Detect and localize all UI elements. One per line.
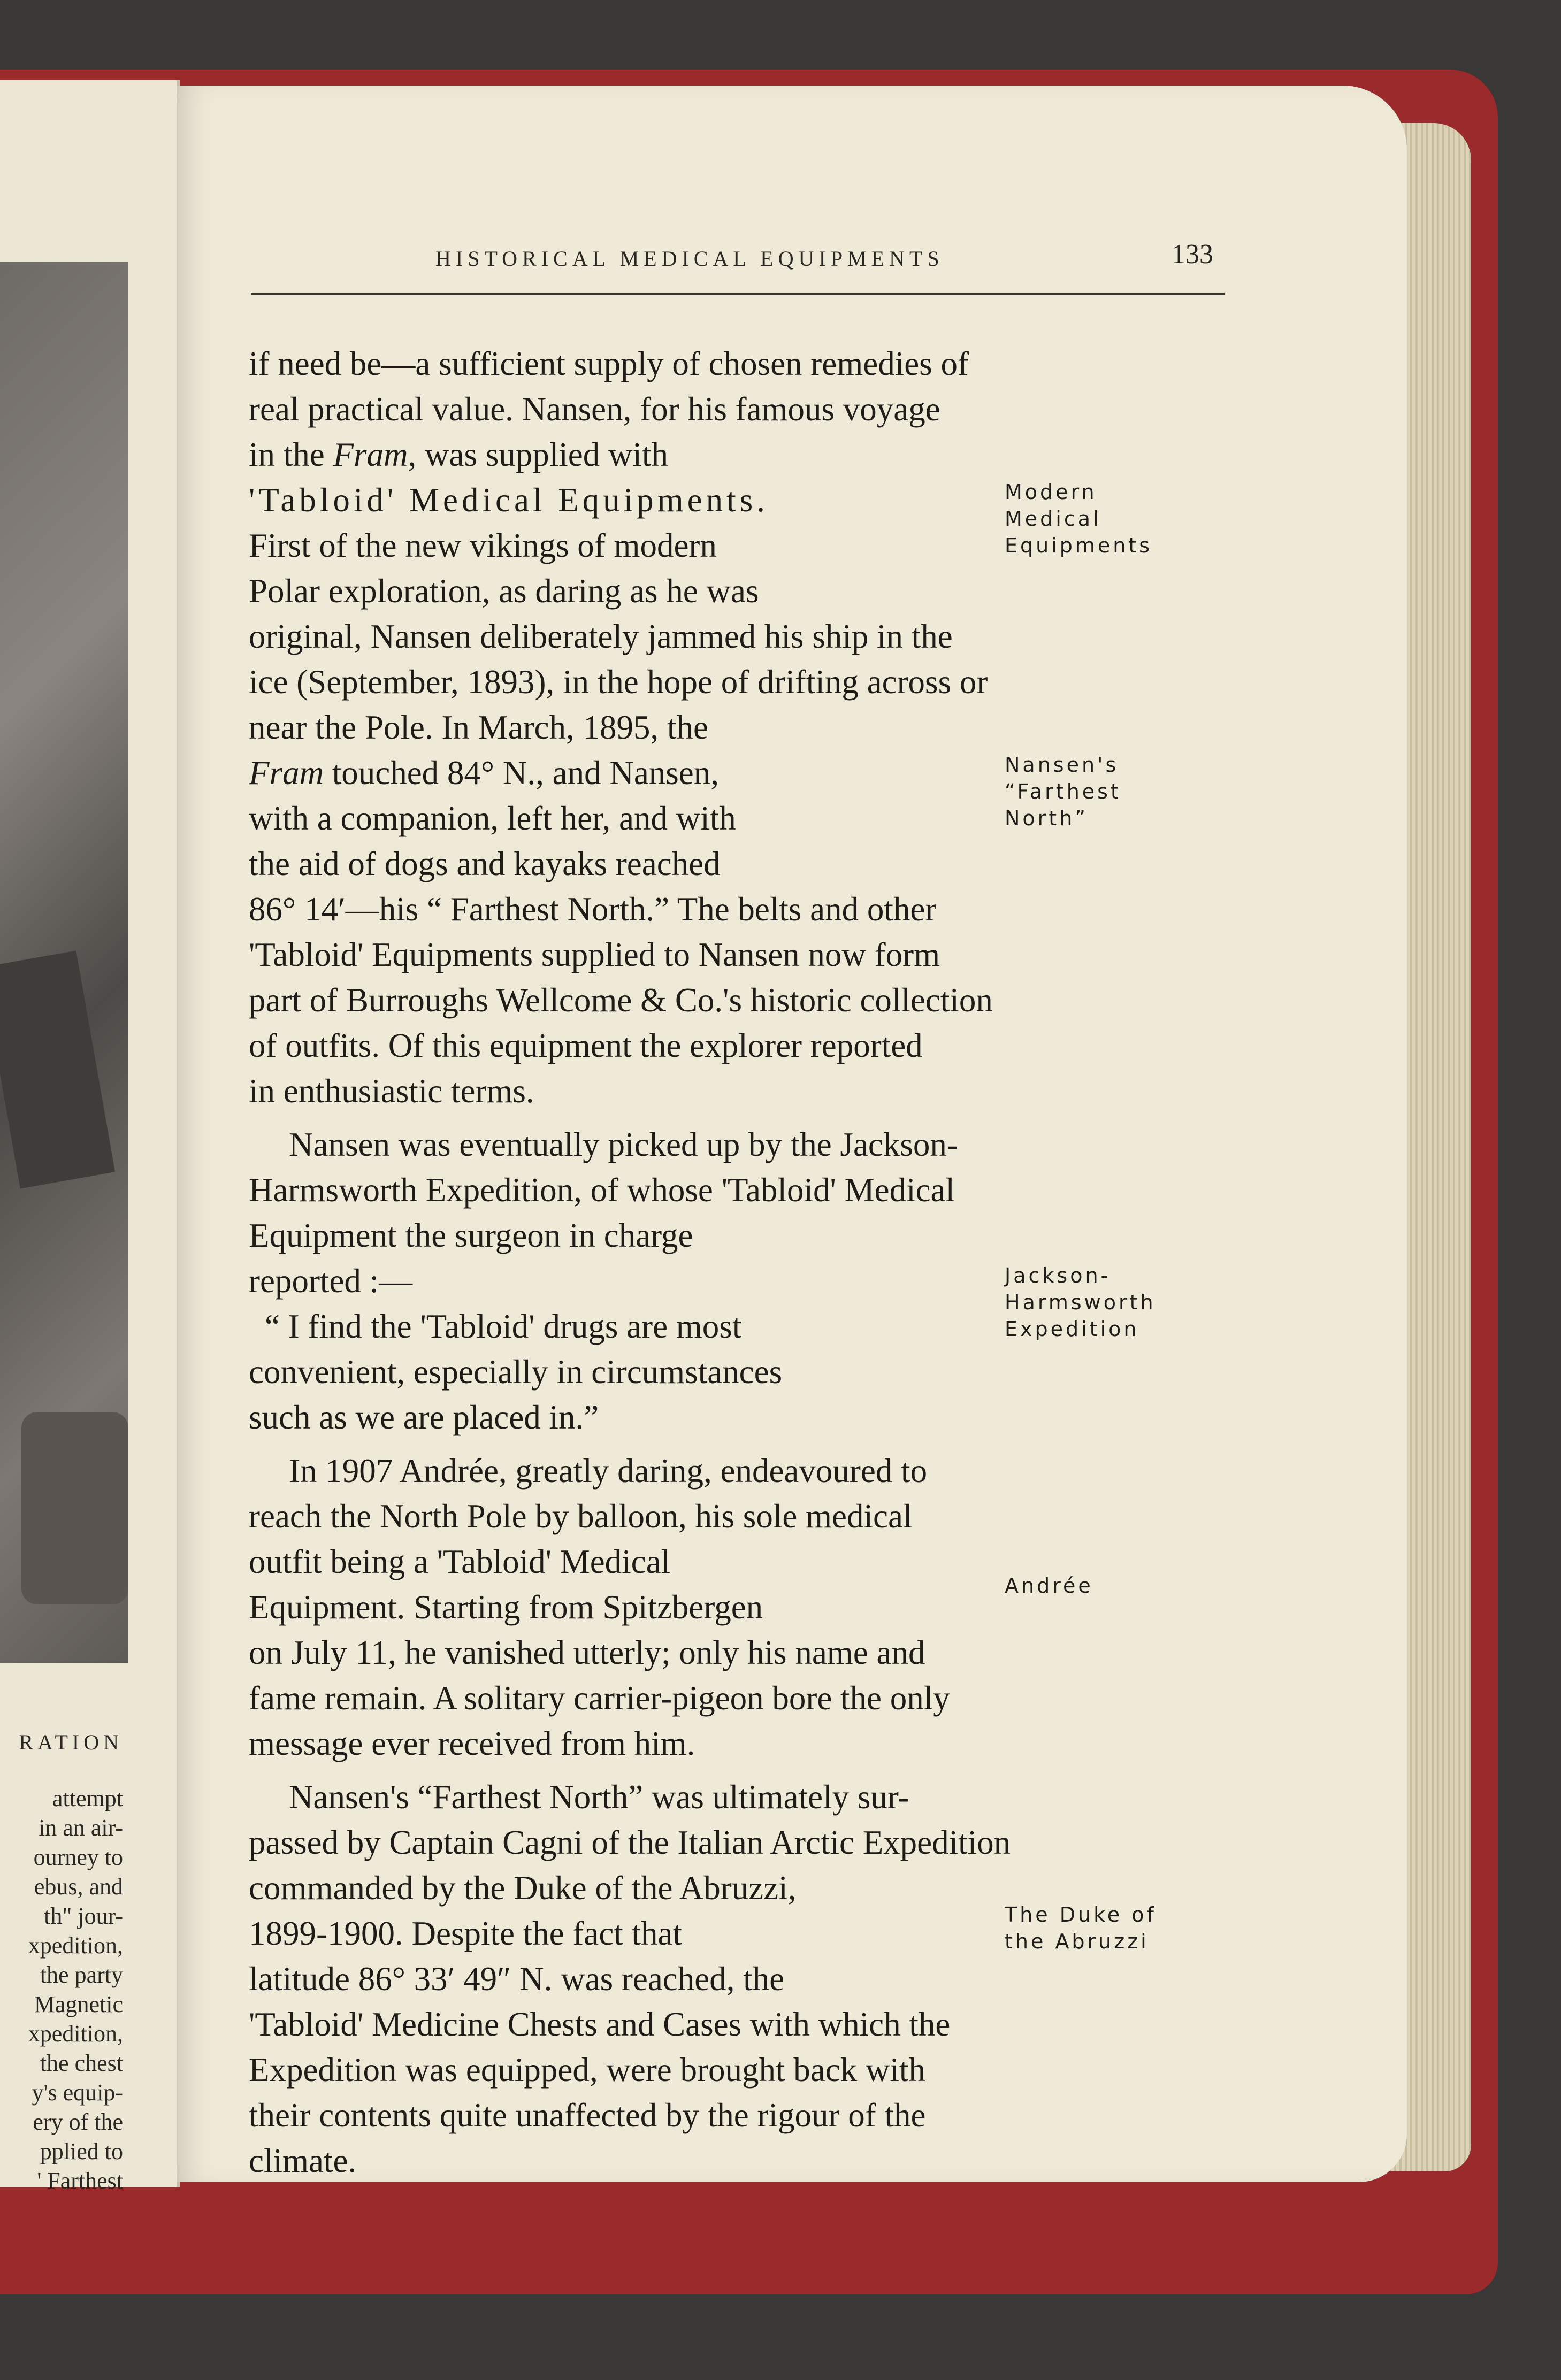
left-page xyxy=(0,80,180,2194)
header-rule xyxy=(251,293,1225,295)
body-line: Nansen was eventually picked up by the Jackson- xyxy=(289,1126,958,1163)
caption-line: attempt xyxy=(52,1785,123,1811)
caption-line: ' Farthest xyxy=(37,2168,123,2194)
body-line: convenient, especially in circumstances xyxy=(249,1353,783,1391)
body-line: First of the new vikings of modern xyxy=(249,527,717,564)
body-line: of outfits. Of this equipment the explorer reported xyxy=(249,1027,923,1064)
caption-line: y's equip- xyxy=(32,2079,123,2106)
left-caption xyxy=(0,1728,123,2195)
caption-line: ourney to xyxy=(33,1844,123,1870)
body-line: Expedition was equipped, were brought back with xyxy=(249,2051,925,2089)
body-line: ice (September, 1893), in the hope of drifting across or xyxy=(249,663,988,701)
body-line: the aid of dogs and kayaks reached xyxy=(249,845,721,882)
caption-line: in an air- xyxy=(39,1815,123,1841)
body-line: real practical value. Nansen, for his famous voyage xyxy=(249,390,940,428)
left-photo xyxy=(0,262,128,1663)
body-line: their contents quite unaffected by the rigour of the xyxy=(249,2097,926,2134)
caption-line: Magnetic xyxy=(34,1991,123,2017)
photo-object xyxy=(0,951,115,1189)
caption-line: ery of the xyxy=(33,2109,123,2135)
body-line: 'Tabloid' Medical Equipments. xyxy=(249,481,769,519)
body-line: fame remain. A solitary carrier-pigeon bore the only xyxy=(249,1679,950,1717)
body-line: Equipment. Starting from Spitzbergen xyxy=(249,1588,763,1626)
body-line: Fram touched 84° N., and Nansen, xyxy=(249,754,720,792)
body-line: reported :— xyxy=(249,1262,413,1300)
body-line: Polar exploration, as daring as he was xyxy=(249,572,759,610)
body-line: reach the North Pole by balloon, his sole medical xyxy=(249,1498,913,1535)
body-line: Nansen's “Farthest North” was ultimately sur- xyxy=(289,1778,909,1816)
sidenote-duke-of-abruzzi: The Duke of the Abruzzi xyxy=(1005,1903,1157,1953)
sidenote-modern-medical-equipments: Modern Medical Equipments xyxy=(1005,480,1153,557)
sidenote-andree: Andrée xyxy=(1005,1574,1093,1598)
page-number: 133 xyxy=(1172,239,1213,270)
body-line: in the Fram, was supplied with xyxy=(249,436,668,473)
body-line: 1899-1900. Despite the fact that xyxy=(249,1915,683,1952)
caption-title: RATION xyxy=(19,1730,123,1754)
body-line: In 1907 Andrée, greatly daring, endeavoured to xyxy=(289,1452,928,1490)
body-line: in enthusiastic terms. xyxy=(249,1072,534,1110)
body-line: Harmsworth Expedition, of whose 'Tabloid' Medical xyxy=(249,1171,955,1209)
caption-line: xpedition, xyxy=(28,1932,123,1959)
body-line: “ I find the 'Tabloid' drugs are most xyxy=(265,1308,742,1345)
sidenote-jackson-harmsworth: Jackson- Harmsworth Expedition xyxy=(1005,1264,1156,1341)
caption-line: pplied to xyxy=(40,2138,123,2164)
body-line: 'Tabloid' Medicine Chests and Cases with which the xyxy=(249,2006,951,2043)
body-line: latitude 86° 33′ 49″ N. was reached, the xyxy=(249,1960,785,1998)
body-line: 86° 14′—his “ Farthest North.” The belts and other xyxy=(249,890,937,928)
body-line: original, Nansen deliberately jammed his ship in the xyxy=(249,618,953,655)
body-line: climate. xyxy=(249,2142,357,2179)
photo-object xyxy=(21,1412,128,1604)
caption-line: xpedition, xyxy=(28,2021,123,2047)
caption-line: th" jour- xyxy=(44,1903,123,1929)
body-line: near the Pole. In March, 1895, the xyxy=(249,709,708,746)
body-line: message ever received from him. xyxy=(249,1725,695,1762)
caption-line: the chest xyxy=(40,2050,123,2076)
body-line: if need be—a sufficient supply of chosen remedies of xyxy=(249,345,969,382)
sidenote-farthest-north: Nansen's “Farthest North” xyxy=(1005,753,1121,830)
body-line: such as we are placed in.” xyxy=(249,1399,599,1436)
body-line: 'Tabloid' Equipments supplied to Nansen now form xyxy=(249,936,940,973)
caption-line: ebus, and xyxy=(34,1874,123,1900)
caption-line: the party xyxy=(40,1962,123,1988)
body-line: Equipment the surgeon in charge xyxy=(249,1217,693,1254)
running-head: HISTORICAL MEDICAL EQUIPMENTS xyxy=(435,247,944,271)
body-line: commanded by the Duke of the Abruzzi, xyxy=(249,1869,797,1907)
body-line: passed by Captain Cagni of the Italian Arctic Expedition xyxy=(249,1824,1011,1861)
body-line: with a companion, left her, and with xyxy=(249,800,736,837)
body-line: outfit being a 'Tabloid' Medical xyxy=(249,1543,671,1580)
body-line: on July 11, he vanished utterly; only his name and xyxy=(249,1634,925,1671)
body-line: part of Burroughs Wellcome & Co.'s historic collection xyxy=(249,981,993,1019)
